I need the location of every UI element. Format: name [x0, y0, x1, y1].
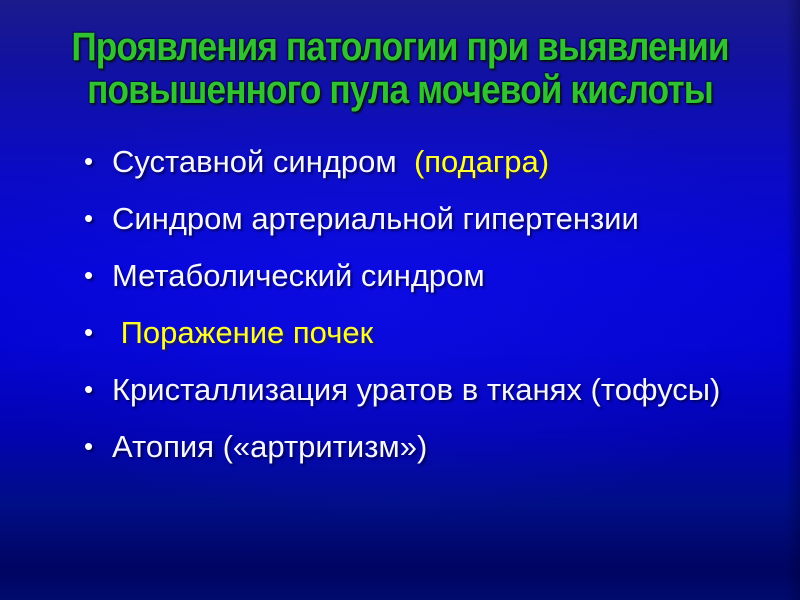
list-item — [84, 195, 744, 242]
bullet-list — [84, 138, 744, 480]
bullet-dot-icon: • — [84, 374, 94, 404]
bullet-text — [112, 195, 744, 242]
bullet-segment: Кристаллизация уратов в тканях (тофусы) — [112, 372, 721, 407]
bullet-text — [112, 309, 744, 356]
bullet-segment: Атопия («артритизм») — [112, 429, 428, 464]
list-item — [84, 366, 744, 413]
bullet-dot-icon: • — [84, 431, 94, 461]
bullet-dot-icon: • — [84, 203, 94, 233]
bullet-segment: Синдром артериальной гипертензии — [112, 201, 639, 236]
slide-title — [48, 0, 752, 112]
bullet-dot-icon: • — [84, 317, 94, 347]
list-item — [84, 138, 744, 185]
bullet-text — [112, 423, 744, 470]
bullet-text — [112, 366, 744, 413]
bullet-segment: Метаболический синдром — [112, 258, 485, 293]
bullet-segment-accent: (подагра) — [413, 144, 550, 179]
bullet-text — [112, 252, 744, 299]
bullet-text — [112, 138, 744, 185]
bullet-segment-accent: Поражение почек — [112, 315, 374, 350]
list-item — [84, 252, 744, 299]
list-item — [84, 309, 744, 356]
bullet-segment: Суставной синдром — [112, 144, 414, 179]
bullet-dot-icon: • — [84, 260, 94, 290]
slide-title-line2: повышенного пула мочевой кислоты — [87, 68, 713, 113]
bullet-dot-icon: • — [84, 146, 94, 176]
list-item — [84, 423, 744, 470]
slide-title-line1: Проявления патологии при выявлении — [71, 25, 729, 69]
